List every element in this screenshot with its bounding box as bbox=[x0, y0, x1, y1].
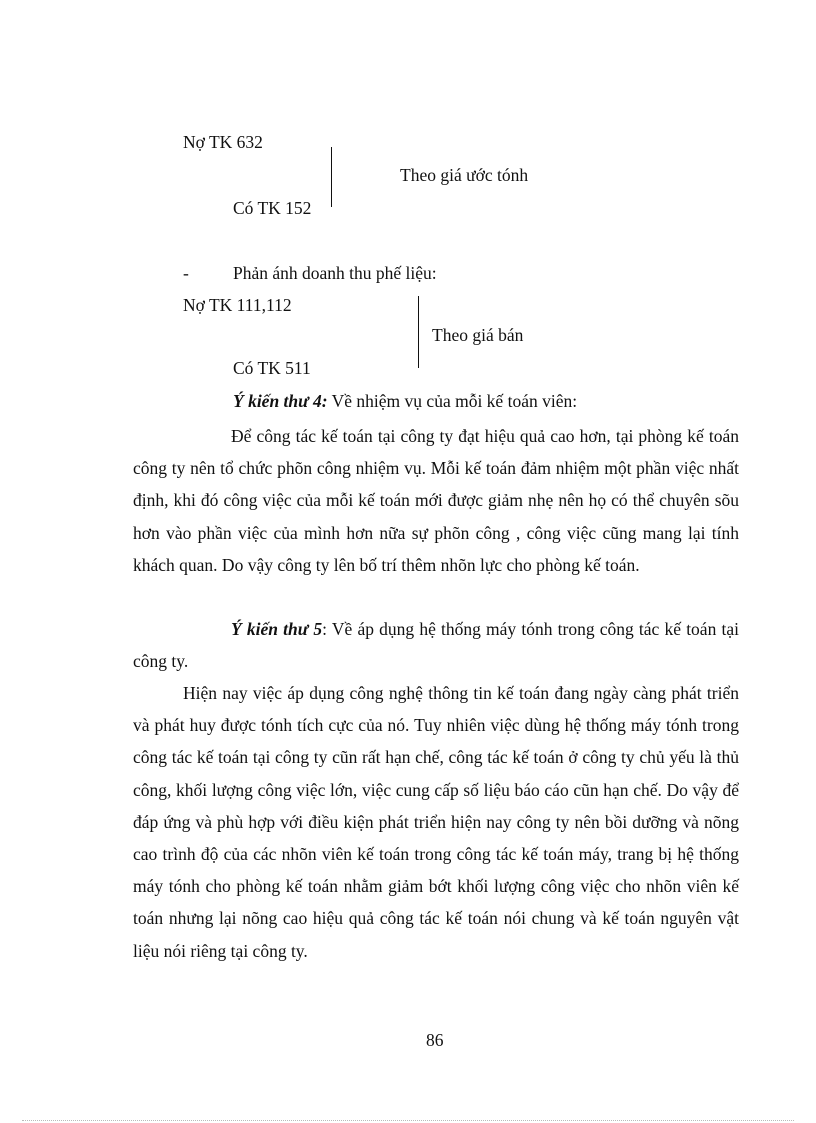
opinion4-title: Về nhiệm vụ của mỗi kế toán viên: bbox=[327, 391, 578, 411]
opinion5-heading bbox=[133, 613, 739, 677]
entry2-divider bbox=[418, 296, 419, 368]
entry1-credit: Có TK 152 bbox=[233, 198, 312, 218]
entry1-divider bbox=[331, 147, 332, 207]
opinion5-title: : Về áp dụng hệ thống máy tónh trong công tác kế toán tại công ty. bbox=[133, 619, 739, 672]
opinion4-paragraph bbox=[133, 420, 739, 581]
page-number: 86 bbox=[426, 1030, 444, 1050]
opinion5-label: Ý kiến thư 5 bbox=[231, 619, 323, 639]
entry2-note: Theo giá bán bbox=[432, 325, 524, 345]
entry1-debit: Nợ TK 632 bbox=[183, 132, 263, 152]
bullet-dash: - bbox=[183, 263, 189, 283]
entry2-debit: Nợ TK 111,112 bbox=[183, 295, 292, 315]
entry2-credit: Có TK 511 bbox=[233, 358, 311, 378]
opinion4-body: Để công tác kế toán tại công ty đạt hiệu quả cao hơn, tại phòng kế toán công ty nên tổ chức phõn công nhiệm vụ. Mỗi kế toán đảm nhiệm một phần việc nhất định, khi đó công việc của mỗi kế toán mới được giảm nhẹ nên họ có thể chuyên sõu hơn vào phần việc của mình hơn nữa sự phõn công , công việc cũng mang lại tính khách quan. Do vậy công ty lên bố trí thêm nhõn lực cho phòng kế toán. bbox=[133, 426, 739, 575]
opinion4-heading bbox=[233, 391, 577, 412]
opinion4-label: Ý kiến thư 4: bbox=[233, 391, 328, 411]
entry1-note: Theo giá ước tónh bbox=[400, 165, 529, 185]
bullet-text: Phản ánh doanh thu phế liệu: bbox=[233, 263, 437, 283]
opinion5-body: Hiện nay việc áp dụng công nghệ thông tin kế toán đang ngày càng phát triển và phát huy được tónh tích cực của nó. Tuy nhiên việc dùng hệ thống máy tónh trong công tác kế toán tại công ty cũn rất hạn chế, công tác kế toán ở công ty chủ yếu là thủ công, khối lượng công việc lớn, việc cung cấp số liệu báo cáo cũn hạn chế. Do vậy để đáp ứng và phù hợp với điều kiện phát triển hiện nay công ty nên bồi dưỡng và nõng cao trình độ của các nhõn viên kế toán trong công tác kế toán máy, trang bị hệ thống máy tónh cho phòng kế toán nhằm giảm bớt khối lượng công việc cho nhõn viên kế toán nhưng lại nõng cao hiệu quả công tác kế toán nói chung và kế toán nguyên vật liệu nói riêng tại công ty. bbox=[133, 683, 739, 961]
page-bottom-border bbox=[22, 1120, 794, 1121]
opinion5-paragraph bbox=[133, 677, 739, 967]
